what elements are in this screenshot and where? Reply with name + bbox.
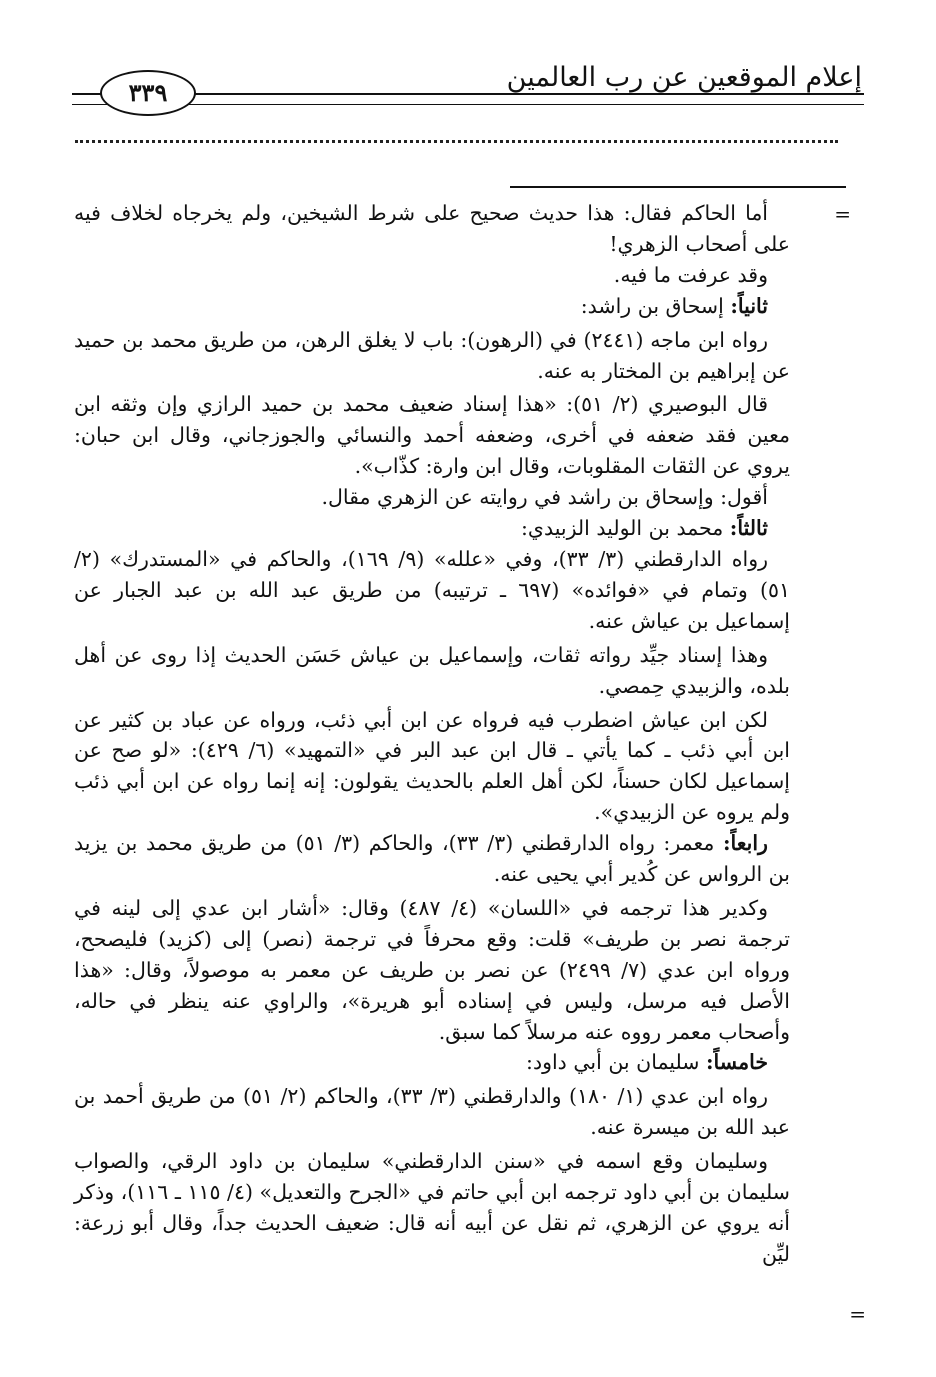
paragraph: رابعاً: معمر: رواه الدارقطني (٣/ ٣٣)، والحاكم (٣/ ٥١) من طريق محمد بن يزيد بن الرواس عن كُدير أبي يحيى عنه.	[74, 831, 790, 887]
paragraph-lead: خامساً:	[705, 1050, 768, 1075]
paragraph: خامساً: سليمان بن أبي داود:	[526, 1050, 768, 1075]
dotted-separator	[75, 140, 838, 143]
paragraph: ثانياً: إسحاق بن راشد:	[580, 293, 768, 318]
paragraph: وقد عرفت ما فيه.	[613, 262, 768, 287]
paragraph: وهذا إسناد جيِّد رواته ثقات، وإسماعيل بن عياش حَسَن الحديث إذا روى عن أهل بلده، والزبيدي حِمصي.	[74, 642, 790, 698]
paragraph: وسليمان وقع اسمه في «سنن الدارقطني» سليمان بن داود الرقي، والصواب سليمان بن أبي داود ترجمه ابن أبي حاتم في «الجرح والتعديل» (٤/ ١١٥ ـ ١١٦)، وذكر أنه يروي عن الزهري، ثم نقل عن أبيه أنه قال: ضعيف الحديث جداً، وقال أبو زرعة: ليِّن	[74, 1149, 790, 1266]
paragraph: قال البوصيري (٢/ ٥١): «هذا إسناد ضعيف محمد بن حميد الرازي وإن وثقه ابن معين فقد ضعفه في أخرى، وضعفه أحمد والنسائي والجوزجاني، وقال ابن حبان: يروي عن الثقات المقلوبات، وقال ابن وارة: كذّاب».	[74, 392, 790, 479]
footnote-body	[74, 198, 790, 1270]
footnote-rule	[510, 186, 846, 188]
paragraph: رواه الدارقطني (٣/ ٣٣)، وفي «علله» (٩/ ١٦٩)، والحاكم في «المستدرك» (٢/ ٥١) وتمام في «فوائده» (٦٩٧ ـ ترتيبه) من طريق عبد الله بن عبد الجبار عن إسماعيل بن عياش عنه.	[74, 546, 790, 633]
paragraph: لكن ابن عياش اضطرب فيه فرواه عن ابن أبي ذئب، ورواه عن عباد بن كثير عن ابن أبي ذئب ـ كما يأتي ـ قال ابن عبد البر في «التمهيد» (٦/ ٤٢٩): «لو صح عن إسماعيل لكان حسناً، لكن أهل العلم بالحديث يقولون: إنه إنما رواه عن ابن أبي ذئب ولم يروه عن الزبيدي».	[74, 707, 790, 825]
paragraph: رواه ابن عدي (١/ ١٨٠) والدارقطني (٣/ ٣٣)، والحاكم (٢/ ٥١) من طريق أحمد بن عبد الله بن ميسرة عنه.	[74, 1084, 790, 1140]
page-number-badge: ٣٣٩	[100, 70, 196, 116]
paragraph-lead: ثالثاً:	[729, 516, 768, 541]
paragraph: ثالثاً: محمد بن الوليد الزبيدي:	[521, 516, 768, 541]
paragraph: رواه ابن ماجه (٢٤٤١) في (الرهون): باب لا يغلق الرهن، من طريق محمد بن حميد عن إبراهيم بن المختار به عنه.	[74, 327, 790, 383]
paragraph-lead: ثانياً:	[730, 293, 768, 318]
paragraph: وكدير هذا ترجمه في «اللسان» (٤/ ٤٨٧) وقال: «أشار ابن عدي إلى لينه في ترجمة نصر بن طريف» قلت: وقع محرفاً في ترجمة (نصر) إلى (كزيد) فليصحح، ورواه ابن عدي (٧/ ٢٤٩٩) عن نصر بن طريف عن معمر به موصولاً، وقال: «هذا الأصل فيه مرسل، وليس في إسناده أبو هريرة»، والراوي عنه ينظر في حاله، وأصحاب معمر رووه عنه مرسلاً كما سبق.	[74, 895, 791, 1044]
paragraph: أما الحاكم فقال: هذا حديث صحيح على شرط الشيخين، ولم يخرجاه لخلاف فيه على أصحاب الزهري!	[74, 201, 790, 256]
running-header-title: إعلام الموقعين عن رب العالمين	[506, 62, 862, 93]
continuation-mark-bottom: =	[849, 1302, 866, 1326]
continuation-mark-top: =	[834, 202, 851, 226]
paragraph: أقول: وإسحاق بن راشد في روايته عن الزهري مقال.	[321, 485, 768, 510]
paragraph-lead: رابعاً:	[722, 831, 768, 856]
